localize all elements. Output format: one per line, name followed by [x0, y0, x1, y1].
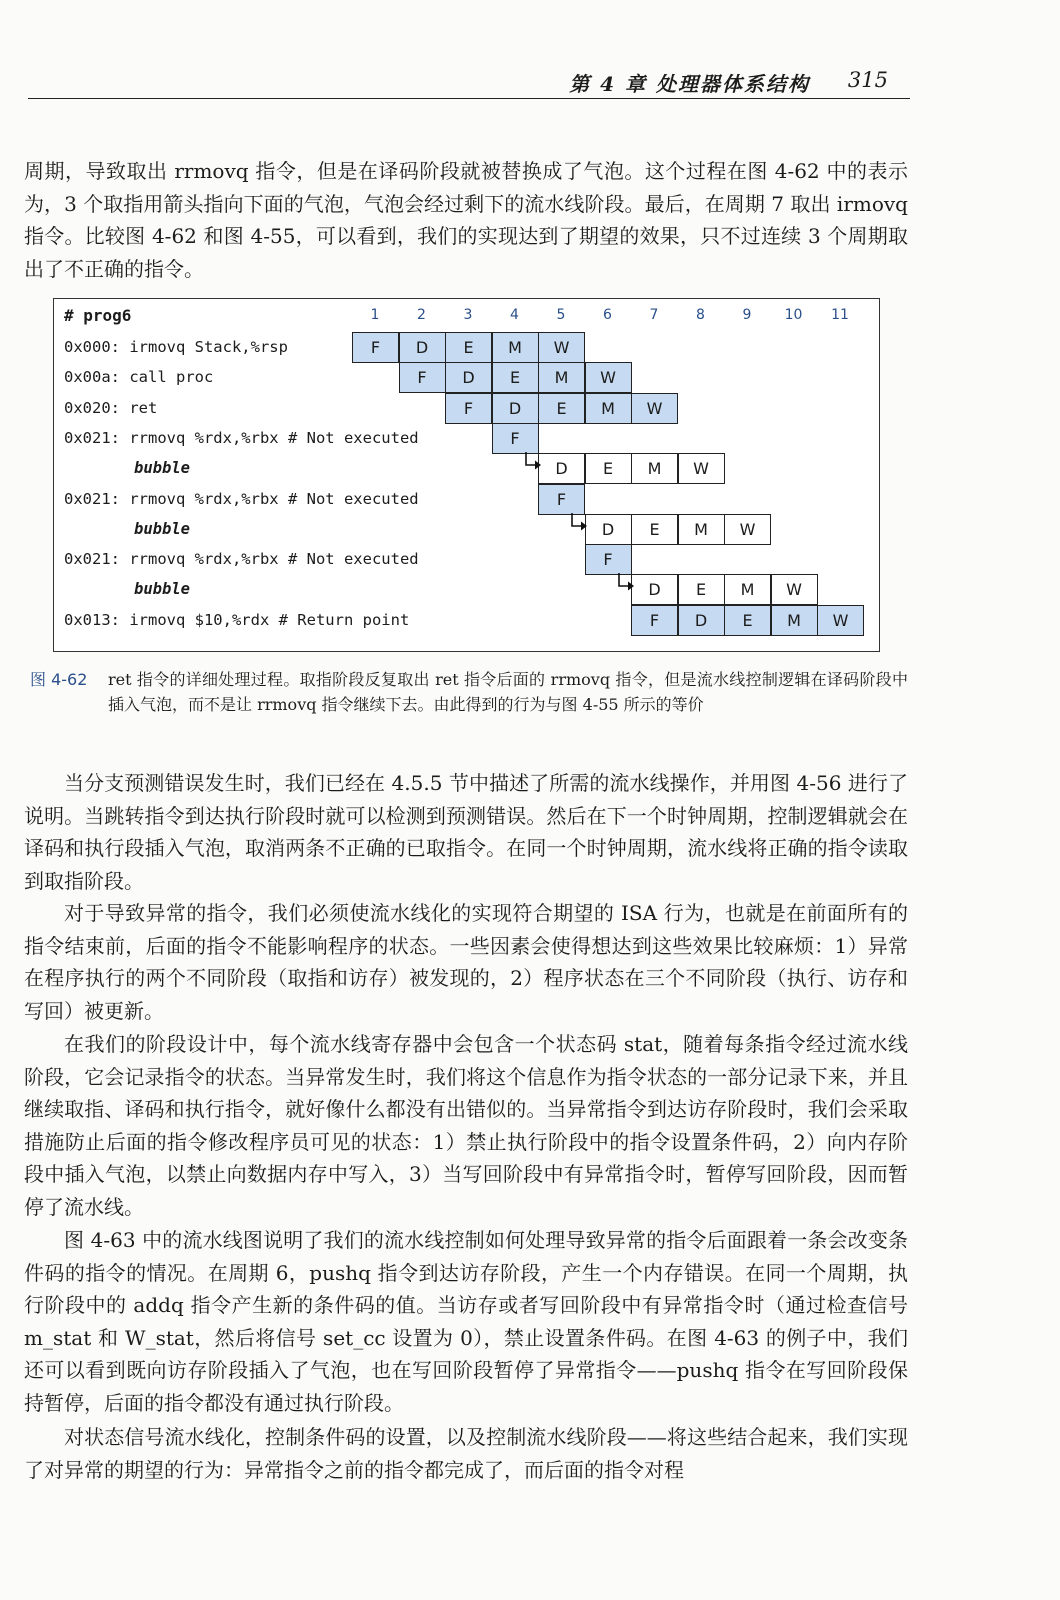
stage-cell: E — [445, 332, 492, 363]
bubble-label: bubble — [134, 519, 190, 538]
cycle-label: 6 — [603, 307, 612, 323]
instruction-label: 0x000: irmovq Stack,%rsp — [64, 338, 288, 356]
bubble-label: bubble — [134, 459, 190, 478]
bubble-arrow — [617, 573, 641, 593]
cycle-label: 9 — [742, 307, 752, 323]
stage-cell: D — [492, 393, 539, 424]
page-number: 315 — [847, 68, 888, 92]
stage-cell: W — [771, 574, 818, 605]
chapter-title: 第 4 章 处理器体系结构 — [569, 72, 810, 96]
paragraph-4: 在我们的阶段设计中，每个流水线寄存器中会包含一个状态码 stat，随着每条指令经过流水线阶段，它会记录指令的状态。当异常发生时，我们将这个信息作为指令状态的一部分记录下来，并且继续取指、译码和执行指令，就好像什么都没有出错似的。当异常指令到达访存阶段时，我们会采取措施防止后面的指令修改程序员可见的状态：1）禁止执行阶段中的指令设置条件码，2）向内存阶段中插入气泡，以禁止向数据内存中写入，3）当写回阶段中有异常指令时，暂停写回阶段，因而暂停了流水线。 — [24, 1032, 908, 1219]
stage-cell: F — [352, 332, 399, 363]
cycle-label: 1 — [370, 307, 380, 323]
cycle-label: 5 — [556, 307, 566, 323]
cycle-label: 8 — [696, 307, 705, 323]
stage-cell: D — [538, 453, 585, 484]
figure-caption-text: ret 指令的详细处理过程。取指阶段反复取出 ret 指令后面的 rrmovq 指令，但是流水线控制逻辑在译码阶段中插入气泡，而不是让 rrmovq 指令继续下去。由此得到的行为与图 4-55 所示的等价 — [108, 670, 908, 714]
instruction-label: 0x021: rrmovq %rdx,%rbx # Not executed — [64, 550, 419, 569]
stage-cell: E — [631, 514, 678, 545]
stage-cell: M — [585, 393, 632, 424]
running-header — [28, 64, 910, 99]
paragraph-5: 图 4-63 中的流水线图说明了我们的流水线控制如何处理导致异常的指令后面跟着一条会改变条件码的指令的情况。在周期 6，pushq 指令到达访存阶段，产生一个内存错误。在同一个周期，执行阶段中的 addq 指令产生新的条件码的值。当访存或者写回阶段中有异常指令时（通过检查信号 m_stat 和 W_stat，然后将信号 set_cc 设置为 0），禁止设置条件码。在图 4-63 的例子中，我们还可以看到既向访存阶段插入了气泡，也在写回阶段暂停了异常指令——pushq 指令在写回阶段保持暂停，后面的指令都没有通过执行阶段。 — [24, 1228, 908, 1415]
stage-cell: F — [445, 393, 492, 424]
stage-cell: W — [538, 332, 585, 363]
instruction-label: 0x021: rrmovq %rdx,%rbx # Not executed — [64, 428, 419, 447]
cycle-label: 4 — [510, 307, 519, 323]
stage-cell: F — [492, 423, 539, 454]
stage-cell: W — [631, 393, 678, 424]
pipeline-diagram — [53, 298, 880, 652]
stage-cell: F — [538, 484, 585, 515]
cycle-label: 11 — [831, 307, 849, 323]
cycle-label: 2 — [417, 307, 426, 323]
figure-caption — [30, 668, 910, 717]
stage-cell: M — [538, 362, 585, 393]
stage-cell: W — [585, 362, 632, 393]
cycle-label: 3 — [463, 307, 473, 323]
program-label: # prog6 — [64, 306, 132, 325]
stage-cell: E — [585, 453, 632, 484]
cycle-label: 10 — [784, 307, 803, 323]
stage-cell: D — [399, 332, 446, 363]
stage-cell: M — [724, 574, 771, 605]
stage-cell: D — [631, 574, 678, 605]
stage-cell: D — [445, 362, 492, 393]
instruction-label: 0x013: irmovq $10,%rdx # Return point — [64, 610, 410, 629]
stage-cell: E — [538, 393, 585, 424]
paragraph-6: 对状态信号流水线化，控制条件码的设置，以及控制流水线阶段——将这些结合起来，我们实现了对异常的期望的行为：异常指令之前的指令都完成了，而后面的指令对程 — [24, 1425, 908, 1482]
stage-cell: W — [678, 453, 725, 484]
stage-cell: F — [585, 544, 632, 575]
stage-cell: M — [492, 332, 539, 363]
stage-cell: F — [399, 362, 446, 393]
stage-cell: E — [492, 362, 539, 393]
stage-cell: M — [771, 605, 818, 636]
stage-cell: M — [631, 453, 678, 484]
instruction-label: 0x021: rrmovq %rdx,%rbx # Not executed — [64, 489, 419, 508]
paragraph-3: 对于导致异常的指令，我们必须使流水线化的实现符合期望的 ISA 行为，也就是在前面所有的指令结束前，后面的指令不能影响程序的状态。一些因素会使得想达到这些效果比较麻烦：1）异常在程序执行的两个不同阶段（取指和访存）被发现的，2）程序状态在三个不同阶段（执行、访存和写回）被更新。 — [24, 901, 908, 1023]
instruction-label: 0x00a: call proc — [64, 368, 214, 387]
stage-cell: E — [724, 605, 771, 636]
instruction-label: 0x020: ret — [64, 398, 158, 417]
stage-cell: D — [585, 514, 632, 545]
stage-cell: E — [678, 574, 725, 605]
stage-cell: W — [817, 605, 864, 636]
paragraph-2: 当分支预测错误发生时，我们已经在 4.5.5 节中描述了所需的流水线操作，并用图 4-56 进行了说明。当跳转指令到达执行阶段时就可以检测到预测错误。然后在下一个时钟周期，控制逻辑就会在译码和执行段插入气泡，取消两条不正确的已取指令。在同一个时钟周期，流水线将正确的指令读取到取指阶段。 — [24, 771, 908, 893]
stage-cell: W — [724, 514, 771, 545]
figure-number: 图 4-62 — [30, 670, 88, 689]
cycle-label: 7 — [649, 307, 659, 323]
bubble-arrow — [524, 452, 548, 472]
bubble-label: bubble — [134, 580, 190, 599]
bubble-arrow — [570, 513, 594, 533]
stage-cell: M — [678, 514, 725, 545]
paragraph-1: 周期，导致取出 rrmovq 指令，但是在译码阶段就被替换成了气泡。这个过程在图 4-62 中的表示为，3 个取指用箭头指向下面的气泡，气泡会经过剩下的流水线阶段。最后，在周期 7 取出 irmovq 指令。比较图 4-62 和图 4-55，可以看到，我们的实现达到了期望的效果，只不过连续 3 个周期取出了不正确的指令。 — [24, 159, 908, 281]
stage-cell: F — [631, 605, 678, 636]
stage-cell: D — [678, 605, 725, 636]
